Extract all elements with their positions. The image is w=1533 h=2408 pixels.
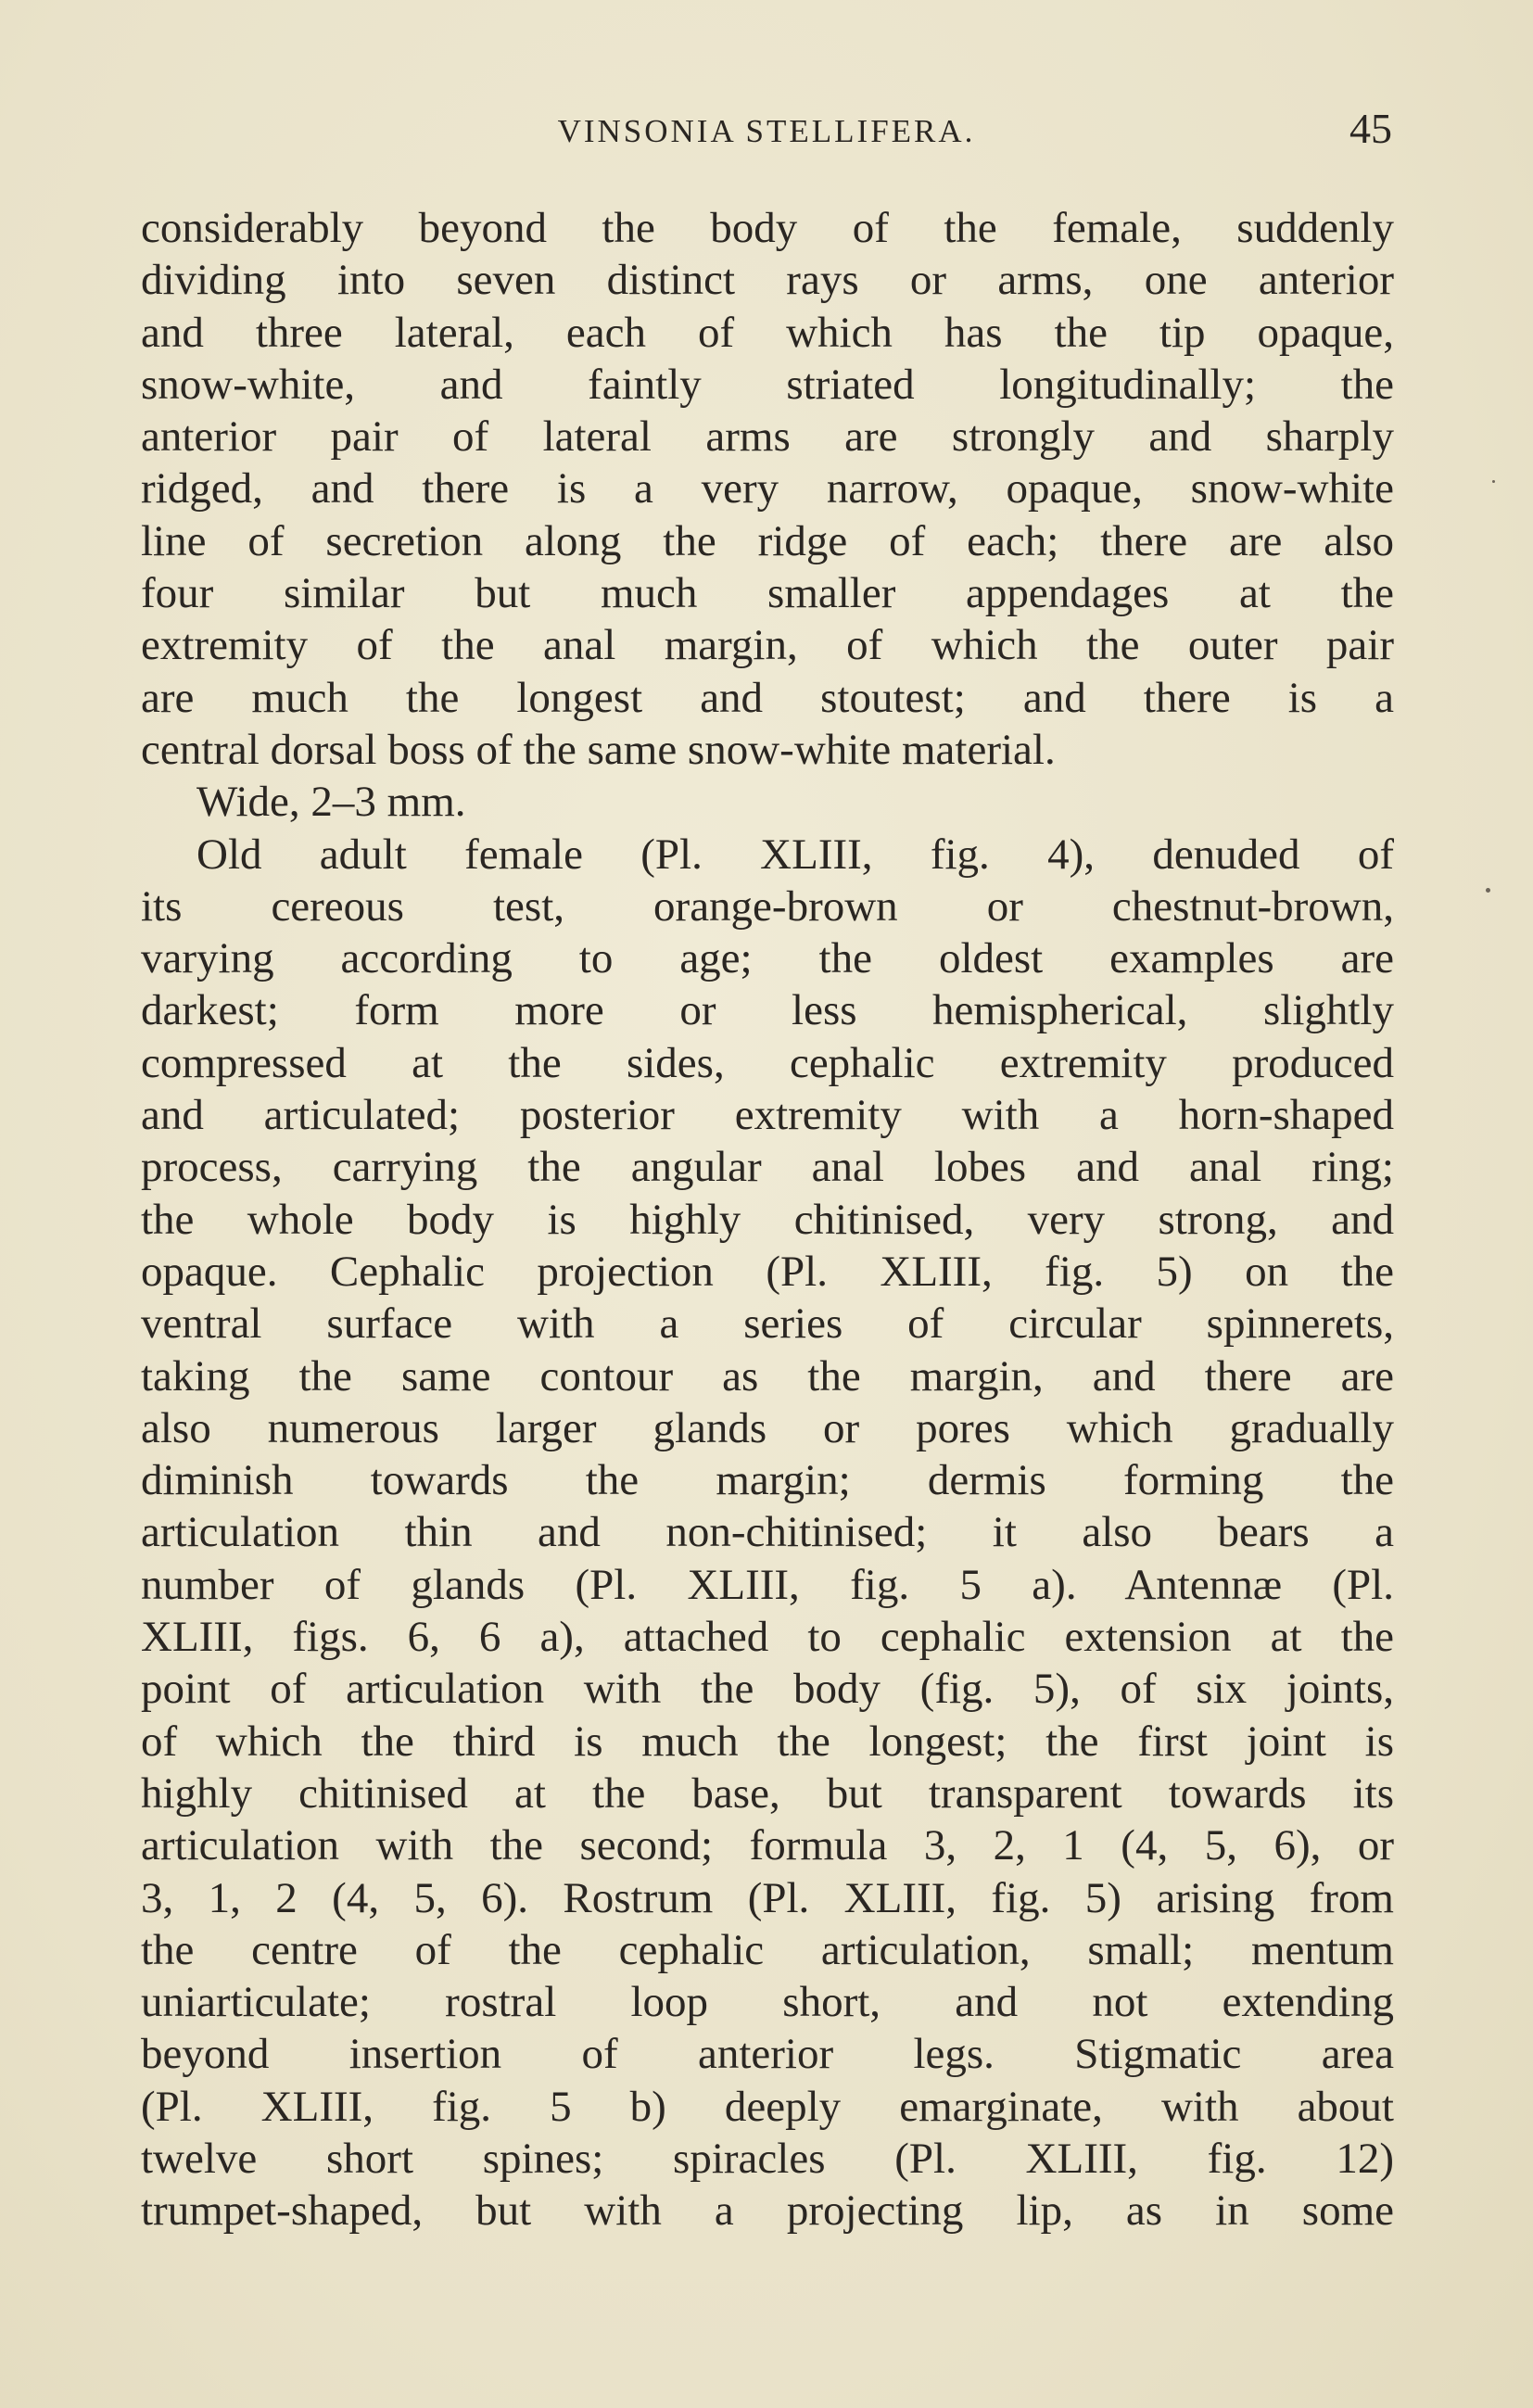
body-text [141, 202, 1394, 2237]
text-line: the centre of the cephalic articulation, small; mentum [141, 1925, 1394, 1974]
text-line: snow-white, and faintly striated longitudinally; the [141, 360, 1394, 409]
text-line: articulation with the second; formula 3, 2, 1 (4, 5, 6), or [141, 1821, 1394, 1870]
text-line: of which the third is much the longest; the first joint is [141, 1717, 1394, 1766]
text-line: line of secretion along the ridge of each; there are also [141, 516, 1394, 565]
text-line: extremity of the anal margin, of which the outer pair [141, 621, 1394, 670]
text-line: and articulated; posterior extremity with a horn-shaped [141, 1091, 1394, 1140]
text-line: also numerous larger glands or pores which gradually [141, 1403, 1394, 1452]
paper-speck [1492, 480, 1495, 483]
text-line: darkest; form more or less hemispherical, slightly [141, 986, 1394, 1035]
text-line: four similar but much smaller appendages at the [141, 569, 1394, 618]
text-line: central dorsal boss of the same snow-white material. [141, 725, 1056, 774]
text-line: process, carrying the angular anal lobes and anal ring; [141, 1143, 1394, 1192]
text-line: twelve short spines; spiracles (Pl. XLIII, fig. 12) [141, 2134, 1394, 2183]
text-line: opaque. Cephalic projection (Pl. XLIII, fig. 5) on the [141, 1247, 1394, 1296]
text-line: 3, 1, 2 (4, 5, 6). Rostrum (Pl. XLIII, fig. 5) arising from [141, 1873, 1394, 1922]
paper-speck [1486, 888, 1490, 893]
text-line: compressed at the sides, cephalic extremity produced [141, 1038, 1394, 1087]
text-line: highly chitinised at the base, but transparent towards its [141, 1768, 1394, 1818]
text-line: taking the same contour as the margin, and there are [141, 1351, 1394, 1400]
text-line: Wide, 2–3 mm. [196, 778, 466, 827]
text-line: and three lateral, each of which has the tip opaque, [141, 308, 1394, 357]
text-line: its cereous test, orange-brown or chestnut-brown, [141, 881, 1394, 931]
text-line: number of glands (Pl. XLIII, fig. 5 a). Antennæ (Pl. [141, 1560, 1394, 1609]
page-number: 45 [1349, 105, 1392, 152]
text-line: are much the longest and stoutest; and there is a [141, 673, 1394, 722]
text-line: ventral surface with a series of circular spinnerets, [141, 1299, 1394, 1349]
text-line: Old adult female (Pl. XLIII, fig. 4), denuded of [196, 830, 1394, 879]
text-line: ridged, and there is a very narrow, opaque, snow-white [141, 464, 1394, 513]
text-line: dividing into seven distinct rays or arms, one anterior [141, 256, 1394, 305]
text-line: the whole body is highly chitinised, very strong, and [141, 1195, 1394, 1244]
text-line: (Pl. XLIII, fig. 5 b) deeply emarginate, with about [141, 2082, 1394, 2131]
running-title: VINSONIA STELLIFERA. [557, 113, 976, 149]
text-line: anterior pair of lateral arms are strongly and sharply [141, 412, 1394, 462]
text-line: articulation thin and non-chitinised; it also bears a [141, 1508, 1394, 1557]
running-head [141, 104, 1392, 169]
text-line: uniarticulate; rostral loop short, and not extending [141, 1978, 1394, 2027]
text-line: diminish towards the margin; dermis forming the [141, 1456, 1394, 1505]
text-line: varying according to age; the oldest examples are [141, 934, 1394, 983]
text-line: trumpet-shaped, but with a projecting lip, as in some [141, 2186, 1394, 2236]
text-line: beyond insertion of anterior legs. Stigmatic area [141, 2030, 1394, 2079]
text-line: XLIII, figs. 6, 6 a), attached to cephalic extension at the [141, 1613, 1394, 1662]
text-line: considerably beyond the body of the female, suddenly [141, 204, 1394, 252]
text-line: point of articulation with the body (fig. 5), of six joints, [141, 1665, 1394, 1714]
